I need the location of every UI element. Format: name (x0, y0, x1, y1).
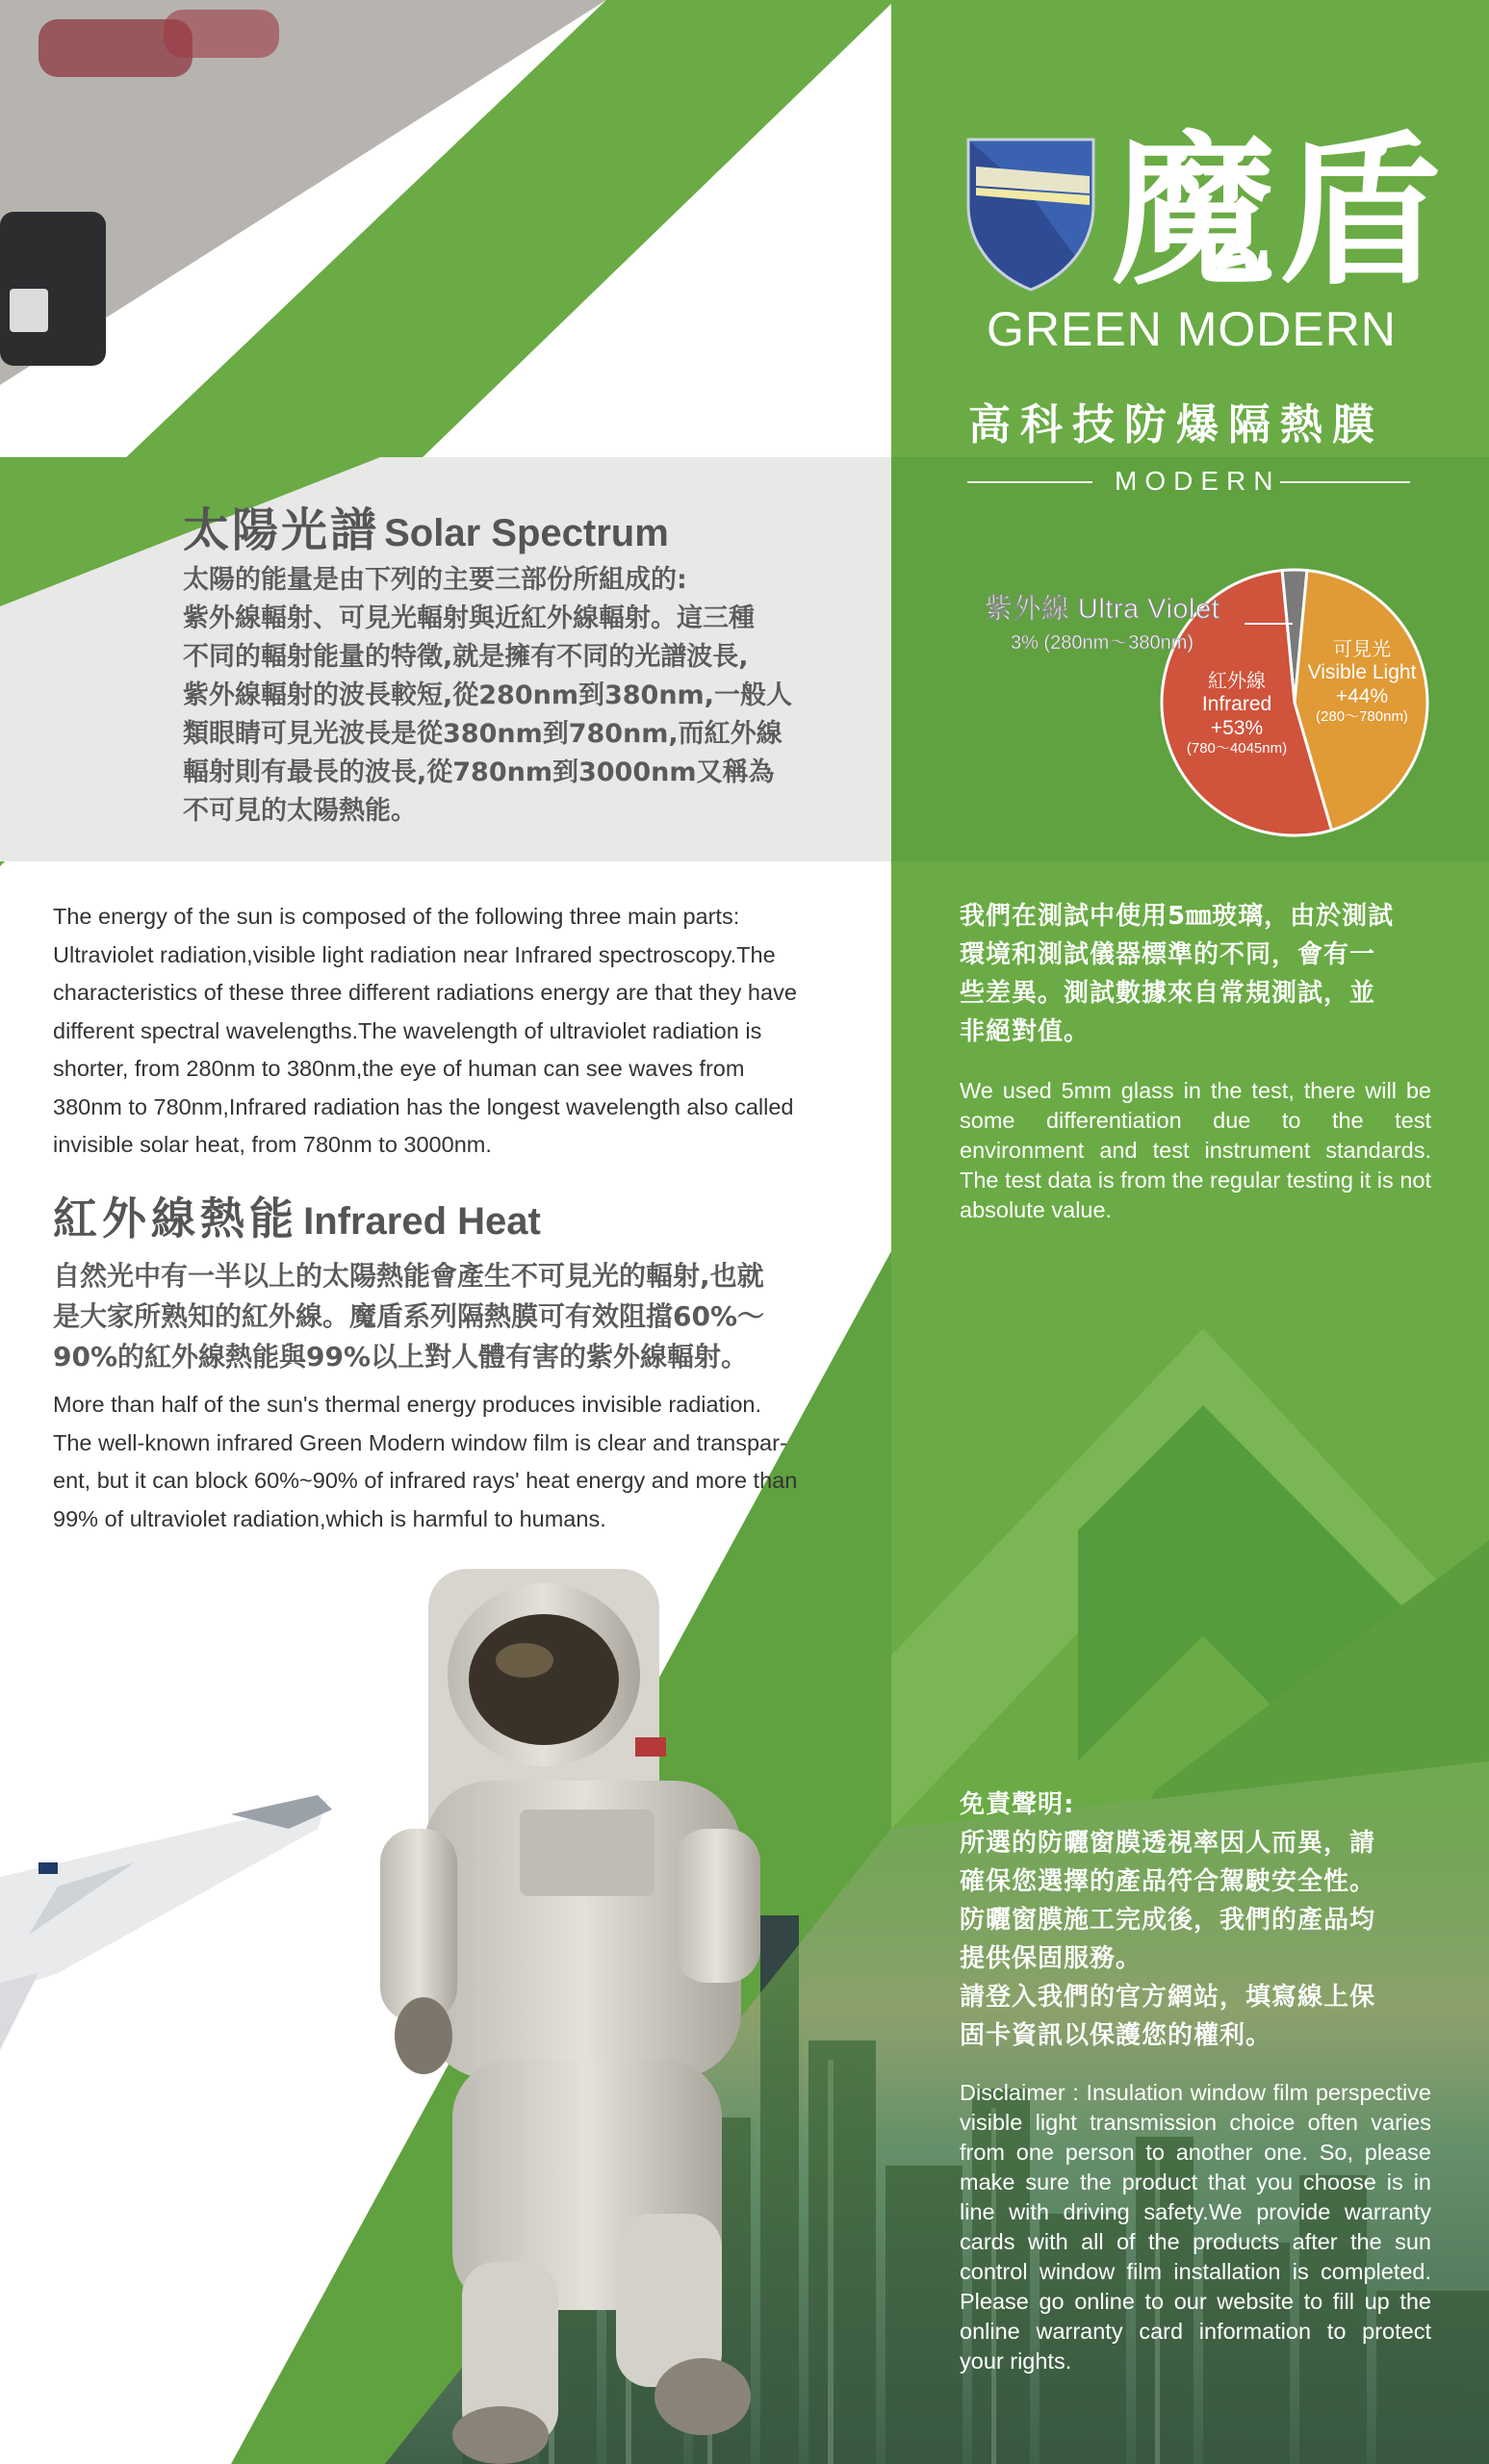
solar-en-line: characteristics of these three different radiations energy are that they have (53, 980, 797, 1005)
disclaimer-cn-line: 請登入我們的官方網站，填寫線上保 (960, 1983, 1376, 2012)
uv-callout (977, 587, 1227, 654)
solar-en-line: shorter, from 280nm to 380nm,the eye of human can see waves from (53, 1056, 745, 1081)
test-note-cn-line: 些差異。測試數據來自常規測試，並 (960, 979, 1376, 1008)
infrared-heading (53, 1184, 541, 1247)
infrared-range: (780～4045nm) (1186, 740, 1288, 757)
test-note (960, 897, 1431, 1225)
solar-cn-line: 類眼睛可見光波長是從380nm到780nm,而紅外線 (183, 719, 783, 749)
brand-tagline-cn: 高科技防爆隔熱膜 (968, 400, 1384, 449)
infrared-en-line: The well-known infrared Green Modern window film is clear and transpar- (53, 1429, 787, 1455)
solar-body-en (53, 898, 852, 1165)
solar-cn-line: 紫外線輻射的波長較短,從280nm到380nm,一般人 (183, 680, 792, 710)
brand-tagline-en: MODERN (1115, 466, 1281, 496)
disclaimer-cn-line: 防曬窗膜施工完成後，我們的產品均 (960, 1906, 1376, 1935)
solar-en-line: invisible solar heat, from 780nm to 3000nm. (53, 1132, 492, 1157)
disclaimer-cn-line: 所選的防曬窗膜透視率因人而異，請 (960, 1829, 1376, 1858)
pie-label-visible (1295, 637, 1429, 726)
solar-en-line: 380nm to 780nm,Infrared radiation has the longest wavelength also called (53, 1093, 794, 1119)
solar-cn-line: 太陽的能量是由下列的主要三部份所組成的: (183, 565, 687, 595)
visible-name-cn: 可見光 (1333, 637, 1391, 660)
solar-cn-line: 不可見的太陽熱能。 (183, 796, 417, 826)
infrared-en-line: More than half of the sun's thermal energy produces invisible radiation. (53, 1392, 762, 1417)
solar-cn-line: 不同的輻射能量的特徵,就是擁有不同的光譜波長, (183, 642, 749, 672)
infrared-name-cn: 紅外線 (1208, 669, 1266, 692)
brand-name-en: GREEN MODERN (987, 302, 1397, 356)
disclaimer (960, 1785, 1431, 2376)
visible-value: +44% (1335, 685, 1389, 708)
solar-title-cn: 太陽光譜 (183, 503, 380, 557)
shield-logo-icon (966, 138, 1095, 292)
test-note-cn-line: 非絕對值。 (960, 1017, 1091, 1046)
infrared-cn-line: 自然光中有一半以上的太陽熱能會產生不可見光的輻射,也就 (53, 1260, 764, 1292)
infrared-title-cn: 紅外線熱能 (53, 1193, 298, 1245)
infrared-name-en: Infrared (1201, 693, 1272, 715)
visible-name-en: Visible Light (1307, 661, 1417, 683)
divider-left (967, 481, 1092, 483)
infrared-cn-line: 90%的紅外線熱能與99%以上對人體有害的紫外線輻射。 (53, 1341, 749, 1373)
infrared-en-line: 99% of ultraviolet radiation,which is harmful to humans. (53, 1505, 606, 1531)
test-note-cn-line: 我們在測試中使用5㎜玻璃，由於測試 (960, 902, 1395, 931)
infrared-cn-line: 是大家所熟知的紅外線。魔盾系列隔熱膜可有效阻擋60%～ (53, 1300, 765, 1332)
solar-spectrum-heading (183, 493, 669, 559)
visible-range: (280～780nm) (1316, 708, 1408, 726)
divider-right (1280, 481, 1410, 483)
test-note-en: We used 5mm glass in the test, there will be some differentiation due to the test environment and test instrument standards. The test data is from the regular testing it is not absolute value. (960, 1078, 1431, 1222)
brand-name-cn: 魔盾 (1112, 116, 1448, 308)
infrared-value: +53% (1210, 717, 1264, 740)
infrared-body-cn (53, 1256, 871, 1377)
infrared-body-en (53, 1386, 861, 1538)
uv-callout-title: 紫外線 Ultra Violet (984, 594, 1220, 625)
solar-body-cn (183, 561, 857, 831)
disclaimer-title: 免責聲明: (960, 1790, 1075, 1819)
solar-en-line: The energy of the sun is composed of the following three main parts: (53, 904, 740, 929)
disclaimer-cn-line: 固卡資訊以保護您的權利。 (960, 2021, 1272, 2050)
solar-en-line: Ultraviolet radiation,visible light radiation near Infrared spectroscopy.The (53, 941, 776, 967)
space-shuttle-illustration (0, 1795, 332, 2050)
uv-callout-sub: 3% (280nm～380nm) (1010, 632, 1194, 654)
uv-leader-line (1245, 623, 1293, 625)
infrared-title-en: Infrared Heat (303, 1200, 541, 1243)
solar-title-en: Solar Spectrum (384, 512, 669, 554)
solar-cn-line: 輻射則有最長的波長,從780nm到3000nm又稱為 (183, 757, 775, 787)
disclaimer-cn-line: 確保您選擇的產品符合駕駛安全性。 (960, 1867, 1376, 1896)
solar-cn-line: 紫外線輻射、可見光輻射與近紅外線輻射。這三種 (183, 603, 755, 633)
disclaimer-cn-line: 提供保固服務。 (960, 1944, 1142, 1973)
test-note-cn-line: 環境和測試儀器標準的不同，會有一 (960, 940, 1376, 969)
disclaimer-en: Disclaimer : Insulation window film perspective visible light transmission choice often varies from one person to another one. So, please make sure the product that you choose is in line with driving safety.We provide warranty cards with all of the products after the sun control window film installation is completed. Please go online to our website to fill up the online warranty card information to protect your rights. (960, 2080, 1431, 2374)
infrared-en-line: ent, but it can block 60%~90% of infrared rays' heat energy and more than (53, 1468, 798, 1493)
solar-en-line: different spectral wavelengths.The wavelength of ultraviolet radiation is (53, 1017, 762, 1043)
pie-label-infrared (1169, 669, 1304, 757)
